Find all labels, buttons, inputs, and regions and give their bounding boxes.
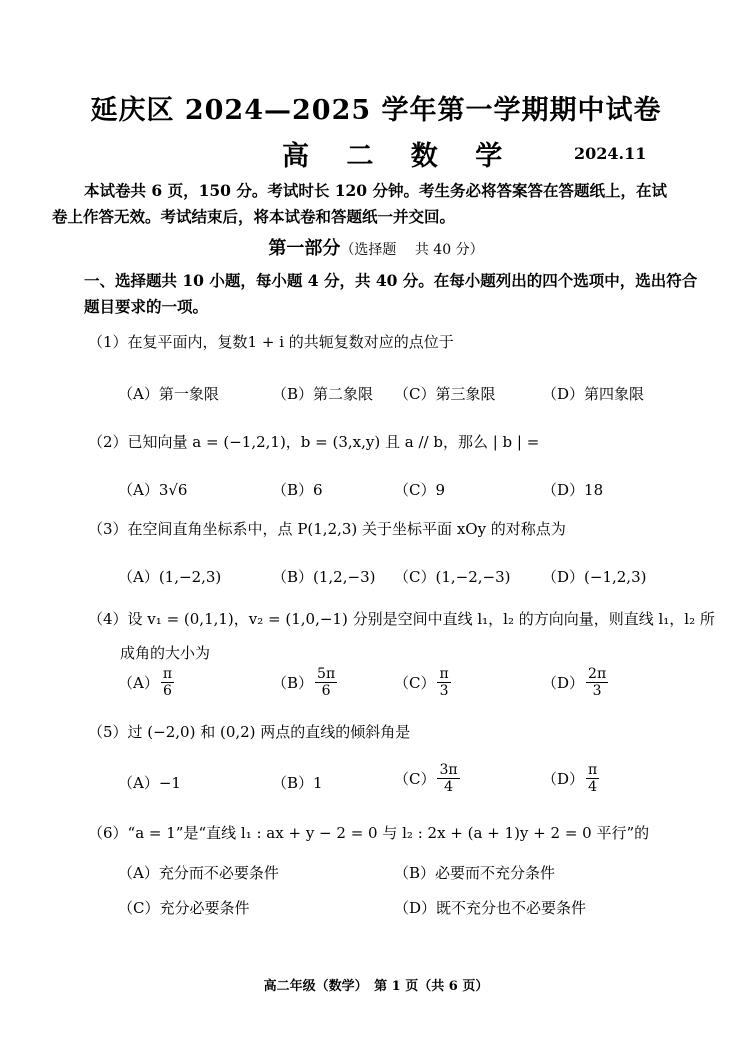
fraction [437, 666, 450, 699]
instructions-line-2: 卷上作答无效。考试结束后，将本试卷和答题纸一并交回。 [52, 207, 456, 226]
question-5-option-b: （B）1 [272, 774, 323, 792]
question-1-option-b: （B）第二象限 [272, 385, 374, 403]
fraction [586, 762, 599, 795]
option-c-label: （C） [394, 770, 436, 788]
fraction [315, 666, 337, 699]
option-d-label: （D） [542, 770, 585, 788]
section-line-1: 一、选择题共 10 小题，每小题 4 分，共 40 分。在每小题列出的四个选项中，选出符合 [84, 271, 698, 290]
option-c-label: （C） [394, 674, 436, 692]
page-footer: 高二年级（数学） 第 1 页（共 6 页） [263, 979, 489, 994]
exam-instructions [52, 178, 684, 230]
question-5-option-d [542, 762, 601, 795]
question-3-option-d: （D）(−1,2,3) [542, 568, 647, 586]
denominator: 6 [321, 683, 331, 699]
question-5-option-c [394, 762, 462, 795]
question-1-stem: （1）在复平面内，复数1 + i 的共轭复数对应的点位于 [88, 333, 454, 351]
question-1-option-a: （A）第一象限 [118, 385, 219, 403]
numerator: 3π [439, 762, 458, 778]
question-3-option-b: （B）(1,2,−3) [272, 568, 376, 586]
numerator: π [162, 666, 173, 682]
exam-title: 延庆区 2024—2025 学年第一学期期中试卷 [90, 95, 662, 126]
denominator: 4 [444, 779, 453, 795]
exam-date: 2024.11 [574, 144, 647, 163]
section-line-2: 题目要求的一项。 [84, 297, 209, 316]
question-1-option-c: （C）第三象限 [394, 385, 496, 403]
fraction [161, 666, 174, 699]
question-3-option-c: （C）(1,−2,−3) [394, 568, 511, 586]
question-4-stem-line-1: （4）设 v₁ = (0,1,1)，v₂ = (1,0,−1) 分别是空间中直线 l₁，l₂ 的方向向量，则直线 l₁，l₂ 所 [88, 610, 715, 628]
question-4-option-c [394, 666, 453, 699]
question-2-option-a: （A）3√6 [118, 481, 188, 499]
question-4-option-d [542, 666, 610, 699]
part-heading [0, 234, 752, 260]
question-6-option-d: （D）既不充分也不必要条件 [394, 899, 587, 917]
question-2-option-b: （B）6 [272, 481, 323, 499]
question-5-stem: （5）过 (−2,0) 和 (0,2) 两点的直线的倾斜角是 [88, 723, 411, 741]
numerator: π [588, 762, 598, 778]
numerator: 5π [317, 666, 336, 682]
part-note: （选择题 共 40 分） [340, 242, 484, 258]
question-5-option-a: （A）−1 [118, 774, 181, 792]
numerator: 2π [588, 666, 607, 682]
question-3-stem: （3）在空间直角坐标系中，点 P(1,2,3) 关于坐标平面 xOy 的对称点为 [88, 520, 566, 538]
exam-subtitle: 高 二 数 学 [282, 141, 517, 172]
fraction [437, 762, 459, 795]
section-heading [84, 268, 697, 320]
numerator: π [439, 666, 449, 682]
denominator: 3 [592, 683, 602, 699]
instructions-line-1: 本试卷共 6 页，150 分。考试时长 120 分钟。考生务必将答案答在答题纸上，在试 [84, 181, 667, 200]
question-4-option-b [272, 666, 339, 699]
option-b-label: （B） [272, 674, 314, 692]
question-3-option-a: （A）(1,−2,3) [118, 568, 222, 586]
denominator: 4 [588, 779, 598, 795]
option-a-label: （A） [118, 674, 159, 692]
question-2-option-c: （C）9 [394, 481, 446, 499]
question-4-stem-line-2: 成角的大小为 [120, 644, 211, 662]
fraction [586, 666, 608, 699]
question-4-option-a [118, 666, 176, 699]
question-6-option-b: （B）必要而不充分条件 [394, 864, 556, 882]
question-2-stem: （2）已知向量 a = (−1,2,1)，b = (3,x,y) 且 a // b，那么 | b | = [88, 433, 540, 451]
option-d-label: （D） [542, 674, 585, 692]
question-6-stem: （6）“a = 1”是“直线 l₁ : ax + y − 2 = 0 与 l₂ : 2x + (a + 1)y + 2 = 0 平行”的 [88, 824, 650, 842]
question-6-option-a: （A）充分而不必要条件 [118, 864, 279, 882]
denominator: 3 [439, 683, 449, 699]
question-1-option-d: （D）第四象限 [542, 385, 645, 403]
part-title: 第一部分 [268, 238, 341, 259]
question-6-option-c: （C）充分必要条件 [118, 899, 250, 917]
denominator: 6 [162, 683, 172, 699]
question-2-option-d: （D）18 [542, 481, 604, 499]
